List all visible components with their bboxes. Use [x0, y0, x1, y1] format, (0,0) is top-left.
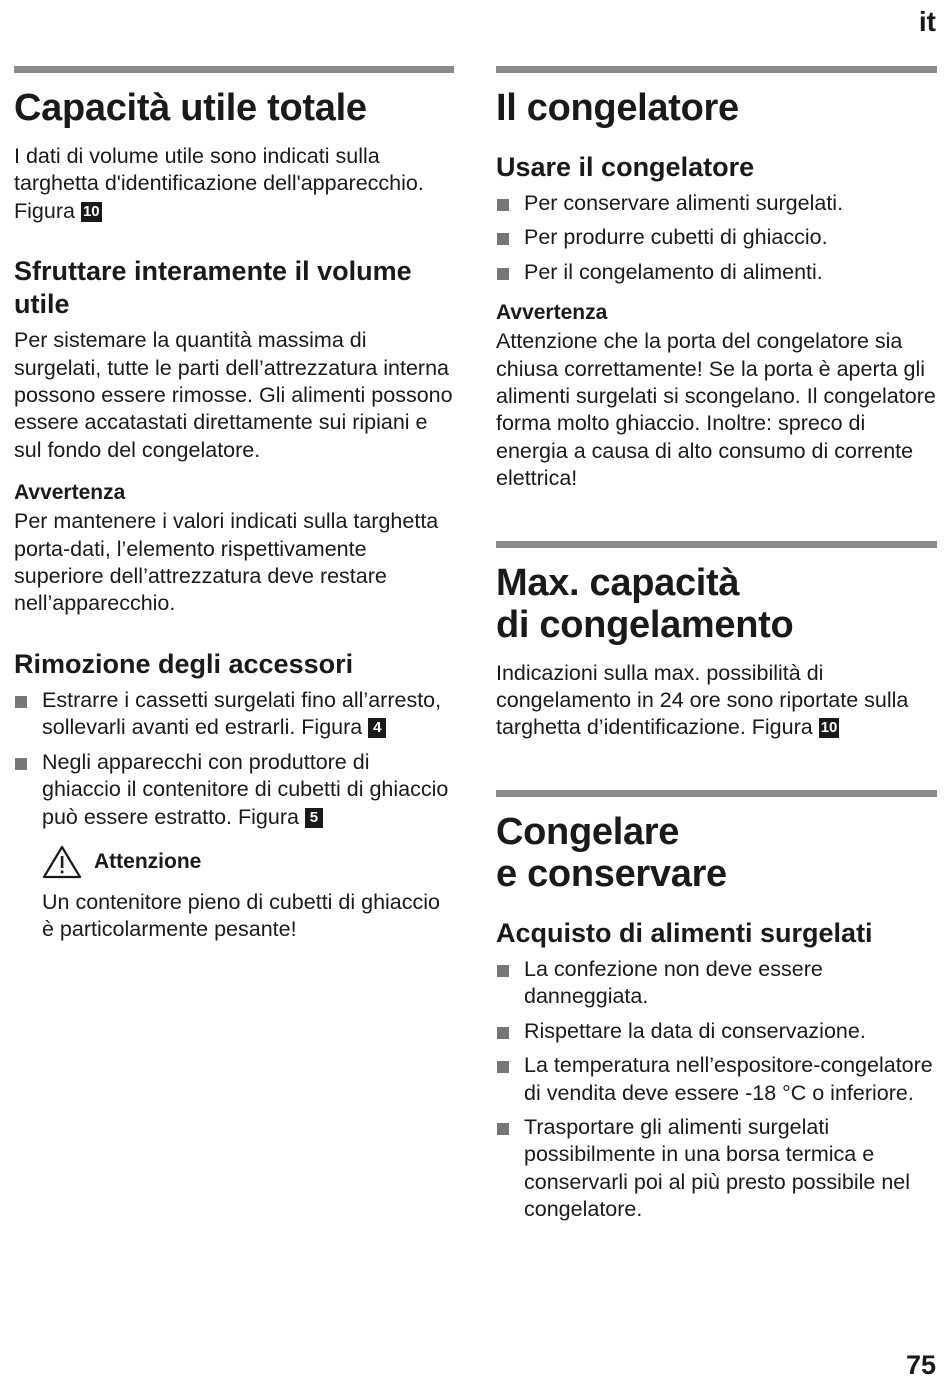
square-bullet-icon: [497, 965, 509, 977]
list-item: Rispettare la data di conservazione.: [496, 1018, 937, 1045]
capacity-text: I dati di volume utile sono indicati sulla targhetta d'identificazione dell'apparecchio. Figura 10: [14, 144, 424, 223]
left-column: [14, 66, 454, 944]
use-freezer-list: [496, 190, 937, 286]
list-item: Per conservare alimenti surgelati.: [496, 190, 937, 217]
section-title-freezer: Il congelatore: [496, 87, 739, 129]
figure-ref: 4: [368, 718, 386, 738]
list-item: Per il congelamento di alimenti.: [496, 259, 937, 286]
language-tag: it: [918, 6, 936, 37]
note-title: Avvertenza: [14, 481, 126, 505]
subsection-title-full-volume: Sfruttare interamente il volume utile: [14, 256, 412, 320]
square-bullet-icon: [15, 758, 27, 770]
square-bullet-icon: [497, 1123, 509, 1135]
subsection-title-use-freezer: Usare il congelatore: [496, 152, 755, 182]
caution-title: Attenzione: [94, 849, 202, 873]
subsection-title-buying-frozen: Acquisto di alimenti surgelati: [496, 917, 873, 948]
section-divider: [496, 790, 937, 797]
caution-text: Un contenitore pieno di cubetti di ghiaccio è particolarmente pesante!: [42, 889, 441, 942]
list-item: La confezione non deve essere danneggiata.: [496, 956, 937, 1011]
list-item: Estrarre i cassetti surgelati fino all’arresto, sollevarli avanti ed estrarli. Figura 4: [14, 687, 454, 742]
list-item: Trasportare gli alimenti surgelati possibilmente in una borsa termica e conservarli poi al più presto possibile nel congelatore.: [496, 1114, 937, 1224]
note-text: Attenzione che la porta del congelatore sia chiusa correttamente! Se la porta è aperta gli alimenti surgelati si scongelano. Il congelatore forma molto ghiaccio. Inoltre: spreco di energia a causa di alto consumo di corrente elettrica!: [496, 329, 936, 491]
square-bullet-icon: [497, 233, 509, 245]
subsection-title-remove-accessories: Rimozione degli accessori: [14, 648, 354, 679]
max-capacity-text: Indicazioni sulla max. possibilità di congelamento in 24 ore sono riportate sulla targhetta d’identificazione. Figura 10: [496, 660, 909, 740]
section-divider: [496, 541, 937, 548]
note-title: Avvertenza: [496, 301, 608, 325]
square-bullet-icon: [497, 268, 509, 280]
buying-frozen-list: [496, 956, 937, 1224]
section-title-capacity: Capacità utile totale: [14, 87, 367, 129]
section-divider: [14, 66, 454, 73]
right-column: [496, 66, 937, 1231]
figure-ref: 10: [820, 719, 838, 737]
remove-accessories-list: [14, 687, 454, 831]
caution-box: [14, 845, 454, 944]
note-text: Per mantenere i valori indicati sulla targhetta porta-dati, l’elemento rispettivamente superiore dell’attrezzatura deve restare nell’apparecchio.: [14, 509, 439, 616]
figure-ref: 5: [305, 808, 323, 828]
square-bullet-icon: [497, 1027, 509, 1039]
list-item: Per produrre cubetti di ghiaccio.: [496, 224, 937, 251]
list-item: La temperatura nell’espositore-congelatore di vendita deve essere -18 °C o inferiore.: [496, 1052, 937, 1107]
page-number: 75: [905, 1350, 936, 1380]
square-bullet-icon: [497, 1061, 509, 1073]
square-bullet-icon: [497, 199, 509, 211]
warning-triangle-icon: [42, 845, 82, 879]
square-bullet-icon: [15, 696, 27, 708]
section-title-max-capacity: Max. capacità di congelamento: [496, 561, 794, 646]
section-title-freeze-store: Congelare e conservare: [496, 810, 727, 895]
full-volume-text: Per sistemare la quantità massima di surgelati, tutte le parti dell’attrezzatura interna possono essere rimosse. Gli alimenti possono essere accatastati direttamente sui ripiani e sul fondo del congelatore.: [14, 328, 453, 462]
figure-ref: 10: [82, 202, 100, 220]
section-divider: [496, 66, 937, 73]
list-item: Negli apparecchi con produttore di ghiaccio il contenitore di cubetti di ghiaccio può essere estratto. Figura 5: [14, 749, 454, 831]
